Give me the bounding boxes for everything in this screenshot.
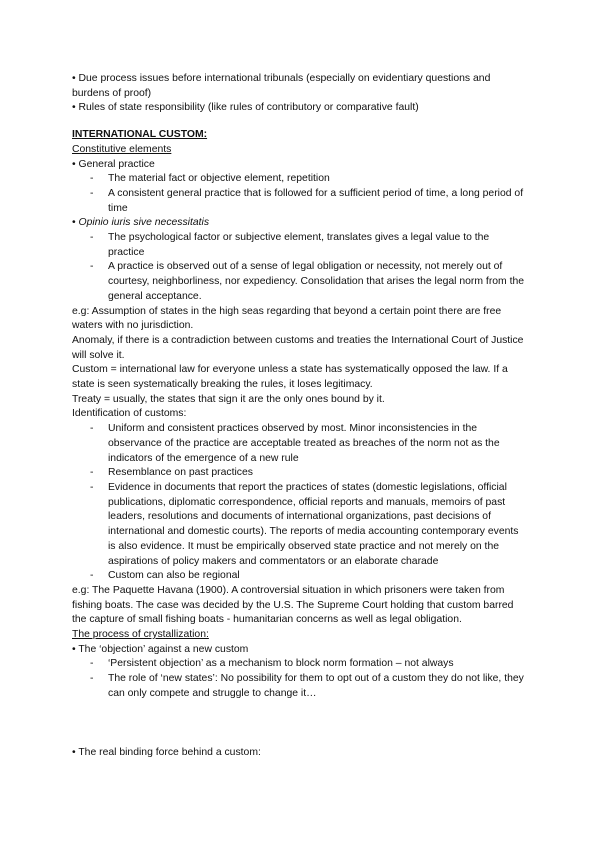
section-heading-international-custom: INTERNATIONAL CUSTOM: [72, 129, 208, 141]
objection-list [72, 657, 527, 701]
bullet-binding-force: • The real binding force behind a custom: [72, 746, 261, 758]
bullet-objection: • The ‘objection’ against a new custom [72, 643, 249, 655]
list-item: - ‘Persistent objection’ as a mechanism to block norm formation – not always [72, 657, 527, 672]
document-page [72, 72, 527, 760]
list-item: - A consistent general practice that is followed for a sufficient period of time, a long period of time [72, 187, 527, 216]
paragraph-high-seas-example: e.g: Assumption of states in the high seas regarding that beyond a certain point there are free waters with no jurisdiction. [72, 305, 502, 332]
intro-bullet-state-responsibility: • Rules of state responsibility (like rules of contributory or comparative fault) [72, 102, 419, 114]
list-item: - Resemblance on past practices [72, 466, 527, 481]
list-item: - Custom can also be regional [72, 569, 527, 584]
bullet-marker: • [72, 217, 79, 229]
list-item: - Evidence in documents that report the practices of states (domestic legislations, official publications, diplomatic correspondence, official reports and manuals, memoirs of past leaders, resolutions and documents of international organizations, past decisions of international and domestic courts). The reports of media accounting contemporary events is also evidence. It must be empirically observed state practice and not merely on the aspirations of policy makers and commentators or an elaborate charade [72, 481, 527, 569]
list-item: - The role of ‘new states’: No possibility for them to opt out of a custom they do not like, they can only compete and struggle to change it… [72, 672, 527, 701]
subheading-constitutive-elements: Constitutive elements [72, 143, 172, 155]
list-item: - The psychological factor or subjective element, translates gives a legal value to the practice [72, 231, 527, 260]
general-practice-list [72, 172, 527, 216]
paragraph-paquette-havana: e.g: The Paquette Havana (1900). A controversial situation in which prisoners were taken from fishing boats. The case was decided by the U.S. The Supreme Court holding that custom barred the capture of small fishing boats - humanitarian concerns as well as legal obligation. [72, 584, 514, 626]
list-item: - A practice is observed out of a sense of legal obligation or necessity, not merely out of courtesy, neighborliness, nor expediency. Consolidation that arises the legal norm from the general acceptance. [72, 260, 527, 304]
opinio-iuris-label: Opinio iuris sive necessitatis [78, 217, 210, 229]
list-item: - Uniform and consistent practices observed by most. Minor inconsistencies in the observance of the practice are acceptable treated as breaches of the norm not as the indicators of the emergence of a new rule [72, 422, 527, 466]
opinio-iuris-list [72, 231, 527, 305]
paragraph-identification-heading: Identification of customs: [72, 408, 187, 420]
paragraph-treaty-definition: Treaty = usually, the states that sign it are the only ones bound by it. [72, 393, 385, 405]
bullet-general-practice: • General practice [72, 158, 155, 170]
bullet-opinio-iuris [72, 216, 527, 231]
list-item: - The material fact or objective element, repetition [72, 172, 527, 187]
intro-bullet-due-process: • Due process issues before international tribunals (especially on evidentiary questions and burdens of proof) [72, 73, 491, 99]
paragraph-anomaly: Anomaly, if there is a contradiction between customs and treaties the International Court of Justice will solve it. [72, 334, 524, 361]
identification-list [72, 422, 527, 584]
paragraph-custom-definition: Custom = international law for everyone unless a state has systematically opposed the law. If a state is seen systematically breaking the rules, it loses legitimacy. [72, 364, 508, 391]
subheading-crystallization: The process of crystallization: [72, 629, 209, 641]
